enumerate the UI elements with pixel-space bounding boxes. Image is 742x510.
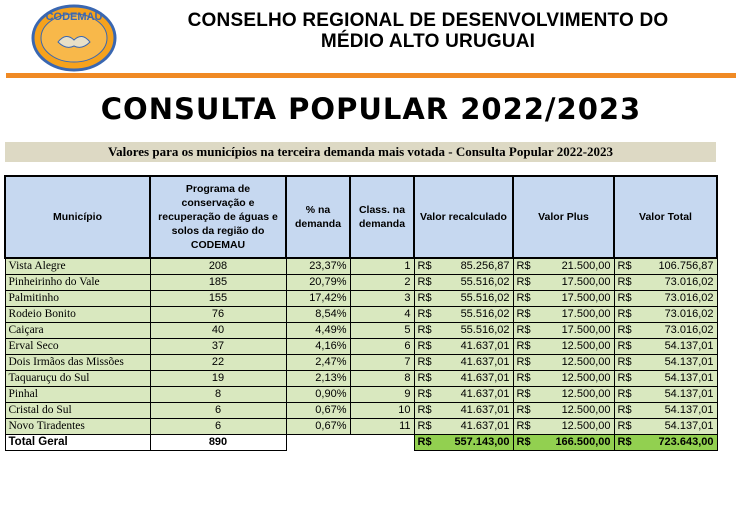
currency-symbol: R$ [516, 420, 531, 432]
total-valor-total [614, 434, 717, 450]
svg-text:CODEMAU: CODEMAU [45, 11, 103, 23]
cell-valor-recalculado-value: 55.516,02 [460, 276, 510, 288]
cell-valor-plus-value: 12.500,00 [561, 404, 611, 416]
currency-symbol: R$ [516, 372, 531, 384]
cell-valor-recalculado [414, 306, 513, 322]
cell-pct: 0,67% [286, 418, 350, 434]
cell-valor-recalculado [414, 274, 513, 290]
currency-symbol: R$ [417, 308, 432, 320]
cell-valor-plus [513, 290, 614, 306]
cell-classif: 5 [350, 322, 414, 338]
cell-valor-total-value: 54.137,01 [664, 420, 714, 432]
cell-valor-plus [513, 418, 614, 434]
currency-symbol: R$ [617, 276, 632, 288]
cell-valor-total [614, 418, 717, 434]
cell-valor-total [614, 370, 717, 386]
table-subtitle: Valores para os municípios na terceira demanda mais votada - Consulta Popular 2022-2023 [5, 142, 716, 162]
cell-valor-total-value: 73.016,02 [664, 276, 714, 288]
cell-programa: 40 [150, 322, 286, 338]
currency-symbol: R$ [617, 404, 632, 416]
cell-municipio: Taquaruçu do Sul [5, 370, 150, 386]
cell-valor-recalculado [414, 290, 513, 306]
cell-programa: 6 [150, 402, 286, 418]
cell-classif: 6 [350, 338, 414, 354]
cell-municipio: Cristal do Sul [5, 402, 150, 418]
currency-symbol: R$ [516, 340, 531, 352]
col-header-programa: Programa de conservação e recuperação de águas e solos da região do CODEMAU [150, 176, 286, 258]
cell-valor-recalculado [414, 322, 513, 338]
table-row [5, 322, 717, 338]
currency-symbol: R$ [516, 324, 531, 336]
cell-municipio: Pinhal [5, 386, 150, 402]
currency-symbol: R$ [417, 404, 432, 416]
cell-valor-total-value: 54.137,01 [664, 356, 714, 368]
cell-classif: 3 [350, 290, 414, 306]
currency-symbol: R$ [417, 276, 432, 288]
cell-valor-plus-value: 17.500,00 [561, 292, 611, 304]
col-header-pct: % na demanda [286, 176, 350, 258]
cell-valor-total [614, 386, 717, 402]
currency-symbol: R$ [417, 356, 432, 368]
currency-symbol: R$ [516, 308, 531, 320]
cell-pct: 23,37% [286, 258, 350, 274]
table-row [5, 370, 717, 386]
currency-symbol: R$ [617, 372, 632, 384]
cell-valor-plus [513, 258, 614, 274]
cell-valor-total [614, 290, 717, 306]
cell-valor-recalculado [414, 386, 513, 402]
currency-symbol: R$ [417, 340, 432, 352]
total-valor-recalculado [414, 434, 513, 450]
cell-valor-plus [513, 322, 614, 338]
cell-valor-total-value: 73.016,02 [664, 324, 714, 336]
table-row [5, 306, 717, 322]
currency-symbol: R$ [417, 260, 432, 273]
table-row [5, 274, 717, 290]
cell-municipio: Caiçara [5, 322, 150, 338]
org-title-line1: CONSELHO REGIONAL DE DESENVOLVIMENTO DO [187, 10, 669, 31]
page-header [0, 0, 742, 80]
cell-valor-recalculado [414, 258, 513, 274]
cell-valor-recalculado-value: 41.637,01 [460, 356, 510, 368]
table-body [5, 258, 717, 434]
cell-valor-recalculado [414, 418, 513, 434]
table-row [5, 258, 717, 274]
currency-symbol: R$ [417, 324, 432, 336]
total-spacer [286, 434, 350, 450]
cell-valor-plus-value: 12.500,00 [561, 356, 611, 368]
cell-valor-recalculado-value: 55.516,02 [460, 292, 510, 304]
cell-programa: 6 [150, 418, 286, 434]
cell-valor-plus-value: 21.500,00 [561, 260, 611, 273]
currency-symbol: R$ [417, 372, 432, 384]
cell-valor-total-value: 73.016,02 [664, 292, 714, 304]
currency-symbol: R$ [617, 324, 632, 336]
cell-valor-total [614, 354, 717, 370]
cell-valor-plus [513, 370, 614, 386]
total-valor-plus [513, 434, 614, 450]
cell-valor-plus [513, 306, 614, 322]
cell-programa: 208 [150, 258, 286, 274]
col-header-municipio: Município [5, 176, 150, 258]
cell-valor-plus [513, 274, 614, 290]
cell-valor-total [614, 338, 717, 354]
currency-symbol: R$ [417, 436, 432, 448]
total-valor-total-value: 723.643,00 [658, 436, 714, 448]
cell-valor-total [614, 322, 717, 338]
table-row [5, 338, 717, 354]
cell-valor-total-value: 106.756,87 [658, 260, 714, 273]
cell-valor-plus-value: 12.500,00 [561, 420, 611, 432]
currency-symbol: R$ [617, 260, 632, 273]
cell-valor-total [614, 306, 717, 322]
col-header-valor-recalculado: Valor recalculado [414, 176, 513, 258]
cell-valor-recalculado [414, 354, 513, 370]
cell-municipio: Palmitinho [5, 290, 150, 306]
cell-valor-plus [513, 402, 614, 418]
cell-pct: 0,90% [286, 386, 350, 402]
cell-classif: 11 [350, 418, 414, 434]
currency-symbol: R$ [617, 436, 632, 448]
cell-valor-recalculado-value: 55.516,02 [460, 308, 510, 320]
currency-symbol: R$ [516, 388, 531, 400]
currency-symbol: R$ [417, 420, 432, 432]
cell-valor-total-value: 54.137,01 [664, 372, 714, 384]
cell-valor-recalculado [414, 402, 513, 418]
cell-pct: 4,16% [286, 338, 350, 354]
currency-symbol: R$ [516, 260, 531, 273]
col-header-valor-total: Valor Total [614, 176, 717, 258]
total-spacer [350, 434, 414, 450]
table-header-row [5, 176, 717, 258]
cell-valor-plus-value: 12.500,00 [561, 372, 611, 384]
currency-symbol: R$ [617, 292, 632, 304]
currency-symbol: R$ [516, 276, 531, 288]
currency-symbol: R$ [516, 356, 531, 368]
cell-valor-total-value: 54.137,01 [664, 404, 714, 416]
cell-valor-recalculado [414, 338, 513, 354]
cell-valor-recalculado-value: 41.637,01 [460, 388, 510, 400]
table-row [5, 402, 717, 418]
total-programa: 890 [150, 434, 286, 450]
cell-valor-recalculado-value: 85.256,87 [460, 260, 510, 273]
cell-municipio: Pinheirinho do Vale [5, 274, 150, 290]
cell-valor-plus-value: 17.500,00 [561, 324, 611, 336]
currency-symbol: R$ [617, 340, 632, 352]
cell-valor-total-value: 73.016,02 [664, 308, 714, 320]
cell-programa: 19 [150, 370, 286, 386]
cell-valor-recalculado [414, 370, 513, 386]
cell-classif: 2 [350, 274, 414, 290]
currency-symbol: R$ [617, 308, 632, 320]
cell-pct: 2,47% [286, 354, 350, 370]
cell-valor-plus-value: 17.500,00 [561, 276, 611, 288]
table-row [5, 386, 717, 402]
cell-pct: 8,54% [286, 306, 350, 322]
total-row [5, 434, 717, 450]
cell-valor-plus [513, 338, 614, 354]
cell-pct: 4,49% [286, 322, 350, 338]
currency-symbol: R$ [617, 356, 632, 368]
currency-symbol: R$ [516, 404, 531, 416]
cell-programa: 22 [150, 354, 286, 370]
col-header-classif: Class. na demanda [350, 176, 414, 258]
cell-programa: 37 [150, 338, 286, 354]
cell-valor-plus [513, 354, 614, 370]
cell-classif: 1 [350, 258, 414, 274]
cell-municipio: Erval Seco [5, 338, 150, 354]
cell-valor-recalculado-value: 55.516,02 [460, 324, 510, 336]
municipality-values-table [4, 175, 718, 451]
total-valor-recalculado-value: 557.143,00 [454, 436, 510, 448]
cell-programa: 8 [150, 386, 286, 402]
total-label: Total Geral [5, 434, 150, 450]
table-row [5, 418, 717, 434]
cell-valor-plus [513, 386, 614, 402]
cell-programa: 185 [150, 274, 286, 290]
cell-valor-total-value: 54.137,01 [664, 340, 714, 352]
cell-valor-recalculado-value: 41.637,01 [460, 340, 510, 352]
cell-valor-total [614, 258, 717, 274]
currency-symbol: R$ [516, 436, 531, 448]
cell-programa: 155 [150, 290, 286, 306]
currency-symbol: R$ [417, 388, 432, 400]
cell-pct: 17,42% [286, 290, 350, 306]
cell-valor-recalculado-value: 41.637,01 [460, 372, 510, 384]
cell-valor-total [614, 402, 717, 418]
table-row [5, 290, 717, 306]
cell-classif: 8 [350, 370, 414, 386]
cell-pct: 20,79% [286, 274, 350, 290]
codemau-logo [30, 2, 118, 72]
cell-classif: 10 [350, 402, 414, 418]
currency-symbol: R$ [417, 292, 432, 304]
cell-valor-total [614, 274, 717, 290]
cell-pct: 0,67% [286, 402, 350, 418]
total-valor-plus-value: 166.500,00 [555, 436, 611, 448]
col-header-valor-plus: Valor Plus [513, 176, 614, 258]
currency-symbol: R$ [516, 292, 531, 304]
cell-programa: 76 [150, 306, 286, 322]
cell-valor-plus-value: 12.500,00 [561, 340, 611, 352]
org-title [122, 10, 734, 52]
cell-classif: 4 [350, 306, 414, 322]
org-title-line2: MÉDIO ALTO URUGUAI [320, 31, 536, 52]
cell-valor-plus-value: 17.500,00 [561, 308, 611, 320]
table-row [5, 354, 717, 370]
cell-valor-recalculado-value: 41.637,01 [460, 404, 510, 416]
cell-pct: 2,13% [286, 370, 350, 386]
cell-municipio: Novo Tiradentes [5, 418, 150, 434]
cell-classif: 9 [350, 386, 414, 402]
cell-valor-recalculado-value: 41.637,01 [460, 420, 510, 432]
cell-municipio: Rodeio Bonito [5, 306, 150, 322]
header-divider [6, 73, 736, 78]
cell-classif: 7 [350, 354, 414, 370]
cell-valor-plus-value: 12.500,00 [561, 388, 611, 400]
currency-symbol: R$ [617, 388, 632, 400]
currency-symbol: R$ [617, 420, 632, 432]
cell-valor-total-value: 54.137,01 [664, 388, 714, 400]
page-title: CONSULTA POPULAR 2022/2023 [100, 92, 642, 126]
cell-municipio: Vista Alegre [5, 258, 150, 274]
cell-municipio: Dois Irmãos das Missões [5, 354, 150, 370]
